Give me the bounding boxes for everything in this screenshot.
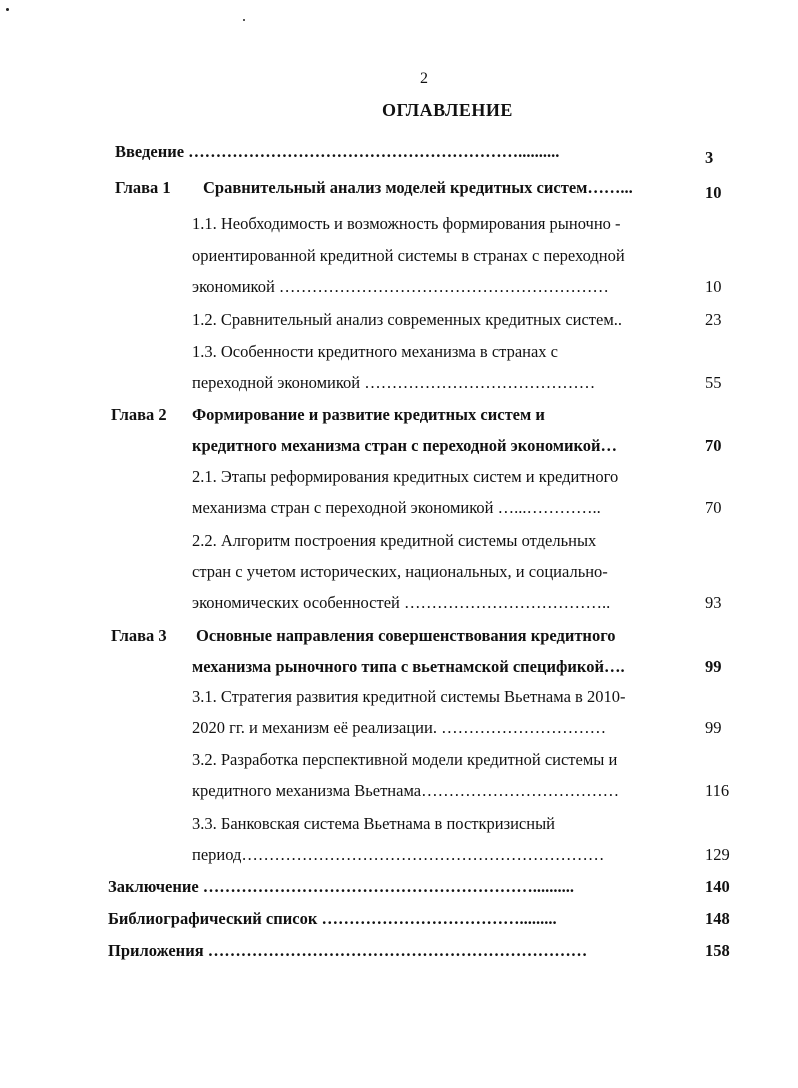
section-2-1-line-1: 2.1. Этапы реформирования кредитных систем и кредитного [192,467,619,486]
toc-entry-page: 148 [705,909,730,928]
chapter-page: 99 [705,657,722,676]
toc-title: ОГЛАВЛЕНИЕ [382,100,513,120]
section-3-2-line-2: кредитного механизма Вьетнама……………………………… [192,781,620,800]
section-2-2-line-3: экономических особенностей ……………………………….. [192,593,611,612]
section-1-1-line-2: ориентированной кредитной системы в странах с переходной [192,246,625,265]
toc-entry-text: Приложения …………………………………………………………… [108,941,588,960]
section-2-2-page: 93 [705,593,722,612]
chapter-label: Глава 2 [111,405,167,424]
section-2-1-page: 70 [705,498,722,517]
chapter-page: 70 [705,436,722,455]
chapter-title: Сравнительный анализ моделей кредитных систем……... [203,178,633,197]
toc-entry-page: 140 [705,877,730,896]
section-3-1-page: 99 [705,718,722,737]
toc-entry-text: Библиографический список ………………………………......... [108,909,557,928]
section-1-1-page: 10 [705,277,722,296]
chapter-title-line-1: Формирование и развитие кредитных систем и [192,405,545,424]
toc-entry-text: Введение …………………………………………………….......... [115,142,560,161]
section-1-2-page: 23 [705,310,722,329]
section-3-1-line-2: 2020 гг. и механизм её реализации. ………………………… [192,718,607,737]
section-1-1-line-1: 1.1. Необходимость и возможность формирования рыночно - [192,214,621,233]
section-2-1-line-2: механизма стран с переходной экономикой …...………….. [192,498,601,517]
section-1-2-line-1: 1.2. Сравнительный анализ современных кредитных систем.. [192,310,623,329]
section-1-3-page: 55 [705,373,722,392]
section-1-3-line-2: переходной экономикой …………………………………… [192,373,596,392]
section-2-2-line-1: 2.2. Алгоритм построения кредитной системы отдельных [192,531,597,550]
chapter-title-line-2: кредитного механизма стран с переходной экономикой… [192,436,618,455]
chapter-label: Глава 1 [115,178,171,197]
chapter-title-line-2: механизма рыночного типа с вьетнамской спецификой…. [192,657,625,676]
section-3-3-line-1: 3.3. Банковская система Вьетнама в посткризисный [192,814,555,833]
toc-entry-page: 3 [705,148,714,167]
section-1-3-line-1: 1.3. Особенности кредитного механизма в странах с [192,342,558,361]
chapter-title-line-1: Основные направления совершенствования кредитного [196,626,616,645]
chapter-label: Глава 3 [111,626,167,645]
section-3-1-line-1: 3.1. Стратегия развития кредитной системы Вьетнама в 2010- [192,687,626,706]
chapter-page: 10 [705,183,722,202]
section-3-3-line-2: период………………………………………………………… [192,845,605,864]
section-3-2-line-1: 3.2. Разработка перспективной модели кредитной системы и [192,750,618,769]
toc-entry-text: Заключение …………………………………………………….......... [108,877,575,896]
section-3-3-page: 129 [705,845,730,864]
section-1-1-line-3: экономикой …………………………………………………… [192,277,609,296]
scan-speck-1 [6,8,9,11]
scan-speck-2 [243,19,245,21]
toc-entry-page: 158 [705,941,730,960]
section-2-2-line-2: стран с учетом исторических, национальных, и социально- [192,562,608,581]
page-number: 2 [420,70,428,87]
section-3-2-page: 116 [705,781,730,800]
